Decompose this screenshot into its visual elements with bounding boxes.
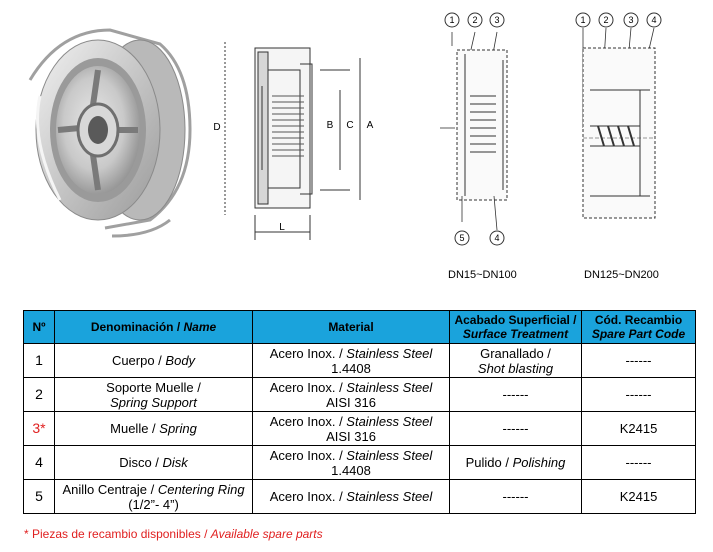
callout-1: 1	[449, 15, 455, 25]
callout-r2: 2	[603, 15, 609, 25]
row-num: 5	[24, 480, 55, 514]
header-num: Nº	[24, 311, 55, 344]
callout-5: 5	[459, 233, 465, 243]
table-row	[24, 480, 696, 514]
callout-3: 3	[494, 15, 500, 25]
dim-label-b: B	[326, 120, 334, 131]
dim-label-c: C	[346, 120, 354, 131]
parts-table	[23, 310, 696, 514]
row-num: 3*	[24, 412, 55, 446]
row-num: 1	[24, 344, 55, 378]
table-row	[24, 378, 696, 412]
header-name: Denominación / Name	[55, 311, 253, 344]
row-material: Acero Inox. / Stainless Steel	[253, 480, 450, 514]
table-header-row	[24, 311, 696, 344]
row-finish: ------	[450, 412, 582, 446]
row-finish: Pulido / Polishing	[450, 446, 582, 480]
callouts-large	[576, 13, 661, 27]
row-finish: ------	[450, 480, 582, 514]
dim-label-d: D	[213, 122, 221, 133]
row-name: Cuerpo / Body	[55, 344, 253, 378]
dim-label-a: A	[366, 120, 374, 131]
header-spare-code: Cód. Recambio Spare Part Code	[582, 311, 696, 344]
spare-parts-footnote: * Piezas de recambio disponibles / Available spare parts	[24, 527, 323, 541]
caption-dn125-dn200: DN125~DN200	[584, 269, 659, 281]
dim-label-l: L	[279, 222, 285, 233]
valve-photo	[30, 30, 190, 236]
row-name: Muelle / Spring	[55, 412, 253, 446]
row-code: K2415	[582, 480, 696, 514]
table-row	[24, 412, 696, 446]
table-row	[24, 344, 696, 378]
row-code: ------	[582, 344, 696, 378]
row-name: Disco / Disk	[55, 446, 253, 480]
row-material: Acero Inox. / Stainless Steel 1.4408	[253, 446, 450, 480]
row-finish: ------	[450, 378, 582, 412]
header-finish: Acabado Superficial / Surface Treatment	[450, 311, 582, 344]
row-material: Acero Inox. / Stainless Steel AISI 316	[253, 412, 450, 446]
callout-r1: 1	[580, 15, 586, 25]
dimension-drawing	[225, 42, 360, 240]
header-material: Material	[253, 311, 450, 344]
row-num: 4	[24, 446, 55, 480]
callout-4: 4	[494, 233, 500, 243]
table-row	[24, 446, 696, 480]
row-material: Acero Inox. / Stainless Steel AISI 316	[253, 378, 450, 412]
row-material: Acero Inox. / Stainless Steel 1.4408	[253, 344, 450, 378]
callout-2: 2	[472, 15, 478, 25]
row-code: K2415	[582, 412, 696, 446]
row-num: 2	[24, 378, 55, 412]
row-code: ------	[582, 378, 696, 412]
caption-dn15-dn100: DN15~DN100	[448, 269, 517, 281]
row-finish: Granallado / Shot blasting	[450, 344, 582, 378]
callout-r3: 3	[628, 15, 634, 25]
section-drawing-small	[440, 32, 507, 230]
row-name: Anillo Centraje / Centering Ring (1/2”- 4”)	[55, 480, 253, 514]
section-drawing-large	[583, 28, 655, 218]
callout-r4: 4	[651, 15, 657, 25]
row-code: ------	[582, 446, 696, 480]
row-name: Soporte Muelle / Spring Support	[55, 378, 253, 412]
